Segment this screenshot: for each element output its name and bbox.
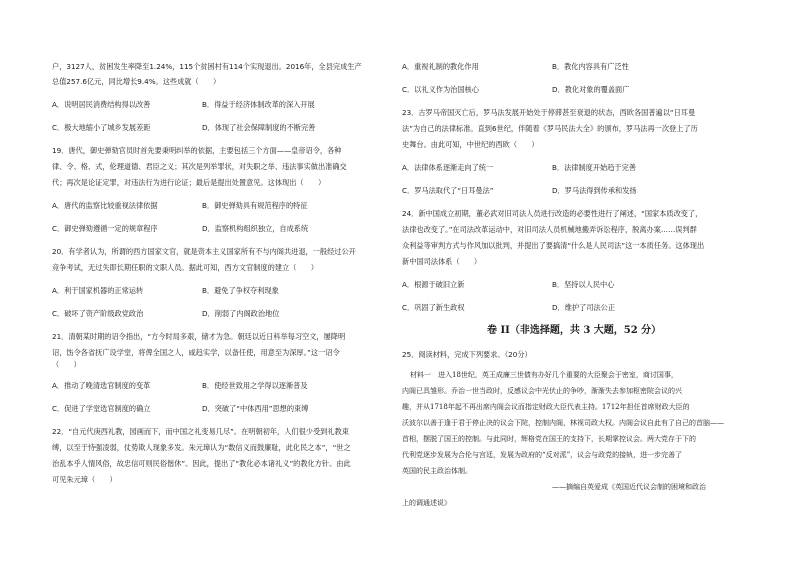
q21-option-c: C．促进了学堂选官制度的确立 bbox=[52, 404, 151, 413]
material-line-1: 材料一 进入18世纪，英王成廉三世债有办好几个重要的大臣聚会于密室，商讨国事， bbox=[410, 371, 678, 379]
q18-stem-line-1: 户，3127人，贫困发生率降至1.24%，115个贫困村有114个实现退出。2016年，全县完成生产 bbox=[52, 62, 362, 71]
q18-option-c: C．极大地缩小了城乡发展差距 bbox=[52, 123, 151, 132]
q21-stem-line-2: 诏，饬令各省抚广设学堂，将俾全国之人，咸趋实学，以备任使，用意至为深厚。”这一诏令 bbox=[52, 348, 340, 357]
q19-option-d: D．监察机构组织独立，自成系统 bbox=[202, 224, 309, 233]
q23-option-c: C．罗马法取代了“日耳曼法” bbox=[402, 186, 494, 195]
q24-option-d: D．维护了司法公正 bbox=[552, 303, 616, 312]
q20-option-c: C．破坏了资产阶级政党政治 bbox=[52, 309, 144, 318]
q24-option-a: A．根源于破旧立新 bbox=[402, 280, 465, 289]
material-source-line-1: ——摘编自英爱成《英国近代议会制的困境和政治 bbox=[552, 483, 706, 491]
q21-option-b: B．使经世致用之学得以逐渐普及 bbox=[202, 381, 308, 390]
material-line-5: 首相，摆脱了国王的控制。与此同时，辉格党在国王的支持下，长期掌控议会。两大党存于下的 bbox=[402, 435, 696, 443]
q21-option-d: D．突破了“中体西用”思想的束缚 bbox=[202, 404, 309, 413]
q19-stem-line-3: 代；再次是论证定罪，对违法行为进行论证；最后是提出处置意见。这体现出（ ） bbox=[52, 178, 326, 187]
material-line-7: 英国的民主政治体制。 bbox=[402, 467, 472, 475]
q24-stem-line-1: 24．新中国成立初期，董必武对旧司法人员进行改造的必要性进行了阐述，“国家本质改变了， bbox=[402, 209, 703, 218]
q22-option-d: D．教化对象的覆盖面广 bbox=[552, 85, 630, 94]
section-title: 卷 II（非选择题，共 3 大题，52 分） bbox=[487, 325, 662, 336]
q24-stem-line-2: 法律也改变了。”在司法改革运动中，对旧司法人员机械地搬弄诉讼程序，脱离办案……误判群 bbox=[402, 225, 697, 234]
q25-intro: 25．阅读材料，完成下列要求。（20分） bbox=[402, 350, 532, 359]
q19-option-c: C．御史弹劾遵循一定的规章程序 bbox=[52, 224, 158, 233]
q24-stem-line-3: 众利益等审判方式与作风加以批判，并提出了要搞清“什么是人民司法”这一本质任务。这体现出 bbox=[402, 241, 705, 250]
material-line-3: 趣，并从1718年起不再出席内阁会议而指定财政大臣代表主持。1712年担任首席财政大臣的 bbox=[402, 403, 690, 411]
material-source-line-2: 上的调通述说》 bbox=[402, 499, 451, 507]
q20-stem-line-1: 20．有学者认为，所谓的西方国家文官，就是资本主义国家所有不与内阁共进退，一般经过公开 bbox=[52, 247, 356, 256]
material-line-2: 内阁已具雏形。乔治一世当政时，反感议会中光伏止的争吵，渐渐失去参加枢密院会议的兴 bbox=[402, 387, 682, 395]
q21-stem-line-3: （ ） bbox=[52, 360, 81, 369]
q23-option-d: D．罗马法得到传承和发扬 bbox=[552, 186, 637, 195]
q24-option-b: B．坚持以人民中心 bbox=[552, 280, 615, 289]
q19-stem-line-1: 19．唐代，御史弹劾官员时首先要秉明纠举的依据，主要包括三个方面——皇帝诏令，各种 bbox=[52, 146, 342, 155]
q20-stem-line-2: 竞争考试，无过失即长期任职的文职人员。据此可知，西方文官制度的建立（ ） bbox=[52, 263, 318, 272]
q19-option-a: A．唐代的监察比较重视法律依据 bbox=[52, 201, 158, 210]
q22-stem-line-4: 可见朱元璋（ ） bbox=[52, 475, 117, 484]
q20-option-a: A．利于国家机器的正常运转 bbox=[52, 286, 144, 295]
q22-stem-line-3: 治乱本乎人情风俗，故忠信可则民俗偕休”。因此，提出了“教化必本诸礼义”的教化方针。由此 bbox=[52, 459, 351, 468]
q23-stem-line-2: 法”为自己的法律标准。直到6世纪，伴随着《罗马民法大全》的颁布，罗马法再一次登上了历 bbox=[402, 124, 698, 133]
q20-option-d: D．削弱了内阁政治地位 bbox=[202, 309, 280, 318]
q22-option-b: B．教化内容具有广泛性 bbox=[552, 62, 629, 71]
q22-stem-line-2: 缚，以至于恃强凌弱，仗势欺人现象多发。朱元璋认为“数信义而鼓廉耻，此化民之本”，“世之 bbox=[52, 443, 351, 452]
q24-option-c: C．巩固了新生政权 bbox=[402, 303, 465, 312]
material-line-6: 代利党逐步发展为合伦与宫廷，发展为政府的“反对派”，议会与政党的接轨，进一步完善了 bbox=[402, 451, 683, 459]
q18-option-b: B．得益于经济体制改革的深入开展 bbox=[202, 100, 315, 109]
q22-option-a: A．重视礼制的教化作用 bbox=[402, 62, 479, 71]
q19-option-b: B．御史弹劾具有规范程序的特征 bbox=[202, 201, 308, 210]
material-line-4: 沃波尔以善于逢于君于停止决的议会下院，控制内阁，林视司政大权。内阁会议自此有了自己的首脑—— bbox=[402, 419, 724, 427]
q23-stem-line-3: 史舞台。由此可知，中世纪的西欧（ ） bbox=[402, 140, 539, 149]
q18-option-a: A．说明居民消费结构得以改善 bbox=[52, 100, 151, 109]
q21-option-a: A．推动了晚清选官制度的变革 bbox=[52, 381, 151, 390]
q23-stem-line-1: 23．古罗马帝国灭亡后，罗马法发展开始处于停滞甚至衰退的状态，西欧各国普遍以“日耳曼 bbox=[402, 108, 696, 117]
q18-option-d: D．体现了社会保障制度的不断完善 bbox=[202, 123, 316, 132]
q20-option-b: B．避免了争权夺利现象 bbox=[202, 286, 279, 295]
q18-stem-line-2: 总值257.6亿元，同比增长9.4%。这些成就（ ） bbox=[52, 77, 221, 86]
q21-stem-line-1: 21．清朝某时期的诏令指出，“方今时局多艰，储才为急。朝廷以近日科举每习空文，屡降明 bbox=[52, 332, 346, 341]
q22-stem-line-1: 22．“自元代庚西礼教，园画而下，而中国之礼变易几尽”。在明朝初年，人们很少受到礼教束 bbox=[52, 427, 349, 436]
q23-option-a: A．法律体系逐渐走向了统一 bbox=[402, 163, 494, 172]
q22-option-c: C．以礼义作为治国核心 bbox=[402, 85, 479, 94]
q23-option-b: B．法律制度开始趋于完善 bbox=[552, 163, 636, 172]
q24-stem-line-4: 新中国司法体系（ ） bbox=[402, 257, 482, 266]
q19-stem-line-2: 律、令、格、式，伦理道德、君臣之义；其次是列举罪状，对失职之举、违法事实做出准确交 bbox=[52, 162, 347, 171]
